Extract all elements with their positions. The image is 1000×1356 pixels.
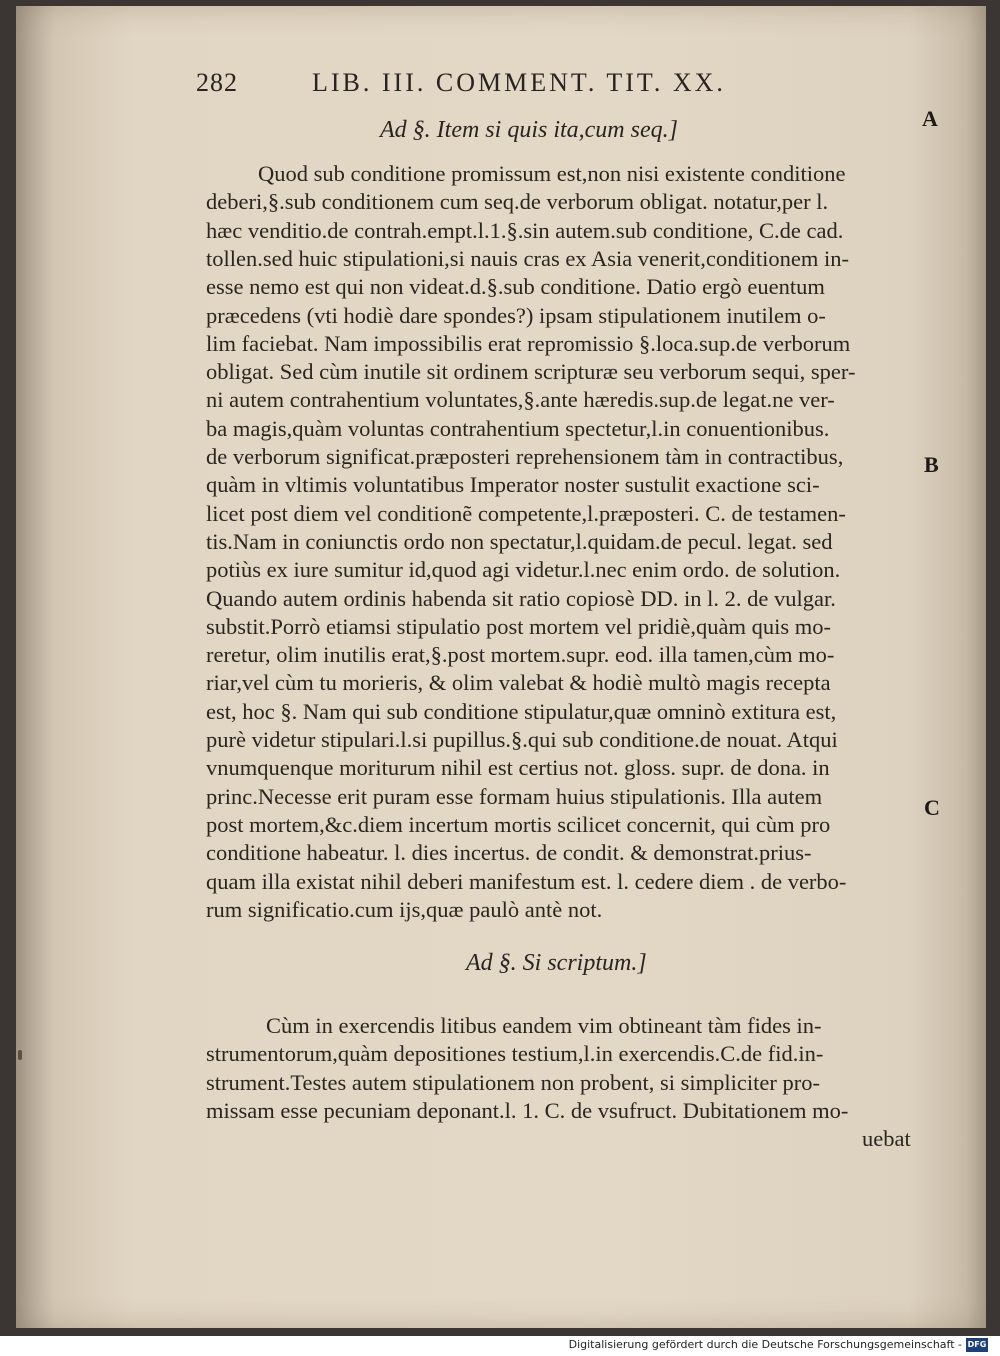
text-line: reretur, olim inutilis erat,§.post mortem.supr. eod. illa tamen,cùm mo-: [206, 642, 835, 668]
text-line: strumentorum,quàm depositiones testium,l.in exercendis.C.de fid.in-: [206, 1041, 824, 1067]
text-line: ni autem contrahentium voluntates,§.ante hæredis.sup.de legat.ne ver-: [206, 387, 835, 413]
text-line: vnumquenque moriturum nihil est certius not. gloss. supr. de dona. in: [206, 755, 830, 781]
funding-credit: Digitalisierung gefördert durch die Deutsche Forschungsgemeinschaft -: [568, 1338, 962, 1351]
text-line: strument.Testes autem stipulationem non probent, si simpliciter pro-: [206, 1069, 820, 1095]
margin-marker-a: A: [922, 106, 938, 131]
text-line: quam illa existat nihil deberi manifestum est. l. cedere diem . de verbo-: [206, 868, 847, 894]
dfg-logo: DFG: [966, 1338, 988, 1352]
text-line: conditione habeatur. l. dies incertus. de condit. & demonstrat.prius-: [206, 840, 812, 866]
text-line: purè videtur stipulari.l.si pupillus.§.qui sub conditione.de nouat. Atqui: [206, 727, 838, 752]
text-line: princ.Necesse erit puram esse formam huius stipulationis. Illa autem: [206, 783, 823, 809]
text-line: riar,vel cùm tu morieris, & olim valebat & hodiè multò magis recepta: [206, 670, 831, 696]
running-title: LIB. III. COMMENT. TIT. XX.: [312, 68, 726, 97]
text-line: præcedens (vti hodiè dare spondes?) ipsam stipulationem inutilem o-: [206, 302, 826, 328]
section-heading-item-si-quis: Ad §. Item si quis ita,cum seq.]: [380, 117, 678, 143]
margin-marker-c: C: [924, 795, 940, 820]
text-line: post mortem,&c.diem incertum mortis scilicet concernit, qui cùm pro: [206, 811, 831, 837]
text-line: potiùs ex iure sumitur id,quod agi videtur.l.nec enim ordo. de solution.: [206, 557, 841, 583]
text-line: de verborum significat.præposteri reprehensionem tàm in contractibus,: [206, 444, 844, 469]
text-line: substit.Porrò etiamsi stipulatio post mortem vel pridiè,quàm quis mo-: [206, 613, 831, 639]
text-line: quàm in vltimis voluntatibus Imperator noster sustulit exactione sci-: [206, 472, 820, 498]
text-line: esse nemo est qui non videat.d.§.sub conditione. Datio ergò euentum: [206, 274, 825, 300]
text-line: rum significatio.cum ijs,quæ paulò antè not.: [206, 896, 603, 922]
text-line: lim faciebat. Nam impossibilis erat repromissio §.loca.sup.de verborum: [206, 330, 851, 356]
text-line: licet post diem vel conditionẽ competente,l.præposteri. C. de testamen-: [206, 500, 846, 526]
text-line: uebat: [862, 1126, 911, 1152]
text-line: hæc venditio.de contrah.empt.l.1.§.sin autem.sub conditione, C.de cad.: [206, 217, 844, 243]
text-line: obligat. Sed cùm inutile sit ordinem scripturæ seu verborum sequi, sper-: [206, 359, 856, 385]
text-line: tollen.sed huic stipulationi,si nauis cras ex Asia venerit,conditionem in-: [206, 245, 849, 271]
section-heading-si-scriptum: Ad §. Si scriptum.]: [466, 950, 647, 976]
page-number: 282: [196, 68, 238, 97]
text-line: tis.Nam in coniunctis ordo non spectatur,l.quidam.de pecul. legat. sed: [206, 528, 833, 554]
margin-marker-b: B: [924, 452, 939, 477]
text-line: est, hoc §. Nam qui sub conditione stipulatur,quæ omninò extitura est,: [206, 698, 837, 724]
text-line: Quando autem ordinis habenda sit ratio copiosè DD. in l. 2. de vulgar.: [206, 585, 836, 611]
text-line: Cùm in exercendis litibus eandem vim obtineant tàm fides in-: [266, 1013, 822, 1038]
text-line: deberi,§.sub conditionem cum seq.de verborum obligat. notatur,per l.: [206, 189, 829, 215]
text-line: Quod sub conditione promissum est,non nisi existente conditione: [258, 161, 846, 186]
text-line: ba magis,quàm voluntas contrahentium spectetur,l.in conuentionibus.: [206, 415, 830, 441]
text-line: missam esse pecuniam deponant.l. 1. C. de vsufruct. Dubitationem mo-: [206, 1097, 849, 1123]
margin-mark: [18, 1050, 22, 1060]
running-header: [196, 68, 796, 100]
